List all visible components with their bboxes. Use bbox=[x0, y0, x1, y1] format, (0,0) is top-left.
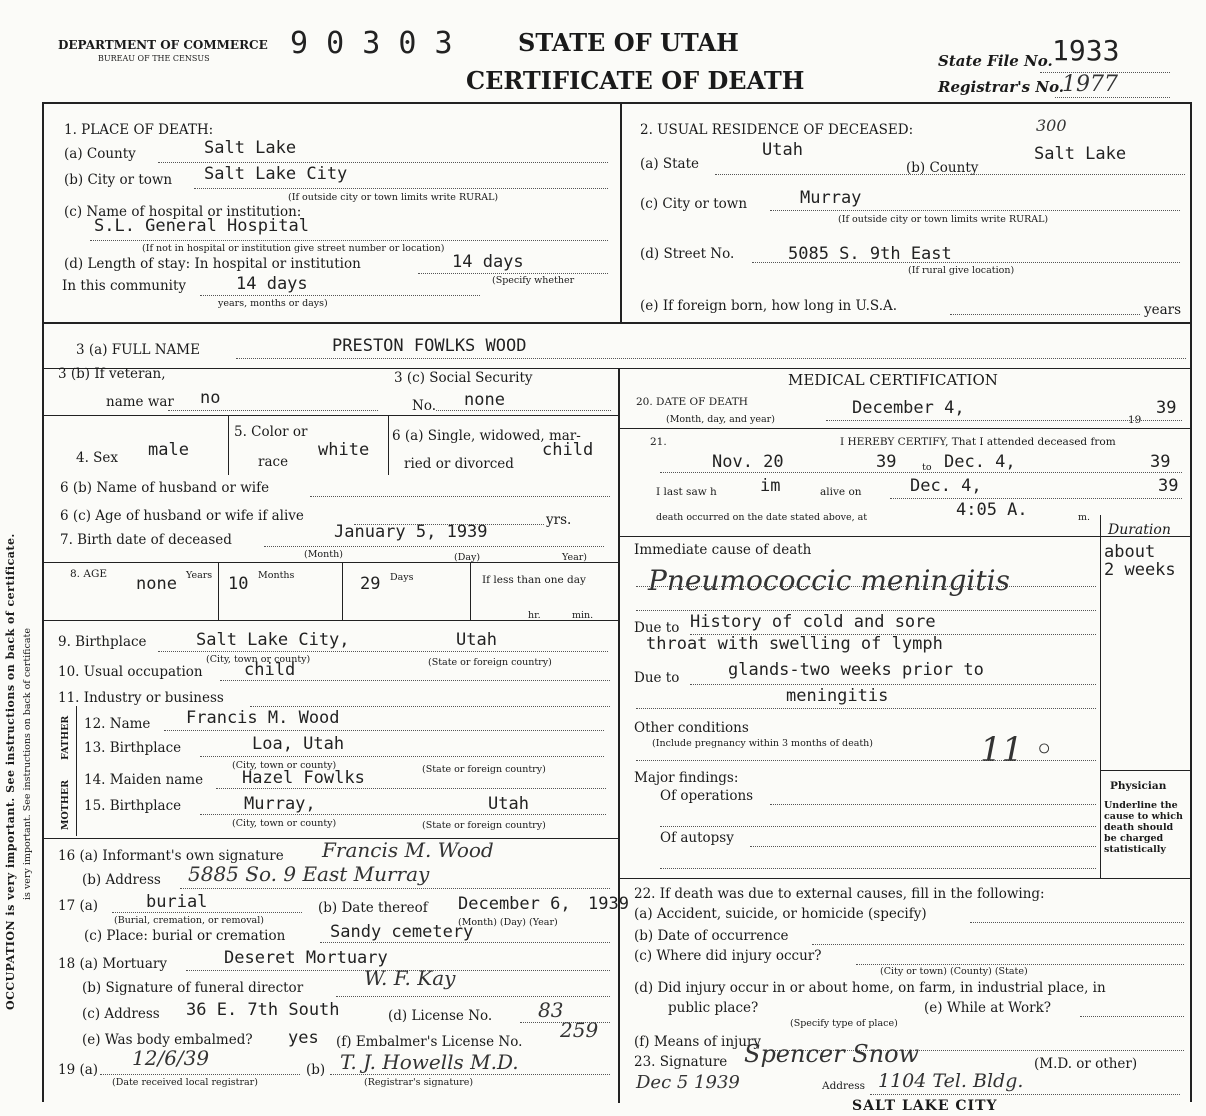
hospital-value: S.L. General Hospital bbox=[94, 216, 309, 236]
disposition-value: burial bbox=[146, 892, 208, 912]
registrar-sig-label: (b) bbox=[306, 1062, 326, 1078]
middle-divider-2 bbox=[618, 368, 620, 1103]
res-state-label: (a) State bbox=[640, 156, 700, 172]
ext-d2-label: public place? bbox=[668, 1000, 759, 1016]
res-street-label: (d) Street No. bbox=[640, 246, 735, 262]
occurred-label: death occurred on the date stated above, at bbox=[656, 512, 868, 523]
mother-maiden-label: 14. Maiden name bbox=[84, 772, 204, 788]
external-label: 22. If death was due to external causes, fill in the following: bbox=[634, 886, 1045, 902]
ext-d-label: (d) Did injury occur in or about home, on farm, in industrial place, in bbox=[634, 980, 1106, 996]
duration-value-1: about bbox=[1104, 542, 1156, 562]
hospital-note: (If not in hospital or institution give street number or location) bbox=[142, 243, 445, 254]
margin-note-instructions: is very important. See instructions on back of certificate bbox=[22, 628, 33, 900]
mort-address-label: (c) Address bbox=[82, 1006, 160, 1022]
race-value: white bbox=[318, 440, 370, 460]
mother-bp-state: Utah bbox=[488, 794, 529, 814]
row-divider-7 bbox=[620, 428, 1190, 429]
physician-box-title: Physician bbox=[1110, 780, 1167, 792]
duration-divider bbox=[1100, 515, 1101, 878]
veteran-value: no bbox=[200, 388, 221, 408]
birth-label: 7. Birth date of deceased bbox=[60, 532, 232, 548]
residence-heading: 2. USUAL RESIDENCE OF DECEASED: bbox=[640, 122, 914, 138]
age-divider-3 bbox=[470, 563, 471, 620]
cert-number: 9 0 3 0 3 bbox=[290, 26, 453, 61]
res-county-value: Salt Lake bbox=[1034, 144, 1127, 164]
res-city-label: (c) City or town bbox=[640, 196, 748, 212]
full-name-label: 3 (a) FULL NAME bbox=[76, 342, 200, 358]
attended-from-year: 39 bbox=[876, 452, 897, 472]
age-divider-1 bbox=[218, 563, 219, 620]
right-border bbox=[1190, 102, 1192, 1102]
res-county-label: (b) County bbox=[906, 160, 979, 176]
mother-bp-city: Murray, bbox=[244, 794, 316, 814]
attended-from: Nov. 20 bbox=[712, 452, 784, 472]
ss-no-label: No. bbox=[412, 398, 436, 414]
mother-maiden-value: Hazel Fowlks bbox=[242, 768, 365, 788]
duration-value-2: 2 weeks bbox=[1104, 560, 1176, 580]
death-date-year: 39 bbox=[1156, 398, 1177, 418]
father-side-label: FATHER bbox=[60, 715, 71, 760]
res-street-note: (If rural give location) bbox=[908, 265, 1015, 276]
death-date-label: 20. DATE OF DEATH bbox=[636, 396, 748, 408]
license-label: (d) License No. bbox=[388, 1008, 493, 1024]
county-value: Salt Lake bbox=[204, 138, 297, 158]
res-street-value: 5085 S. 9th East bbox=[788, 244, 952, 264]
registrar-sig: T. J. Howells M.D. bbox=[340, 1050, 519, 1074]
received-label: 19 (a) bbox=[58, 1062, 99, 1078]
sig-address-value: 1104 Tel. Bldg. bbox=[878, 1070, 1024, 1092]
stay-value: 14 days bbox=[452, 252, 524, 272]
father-bp-value: Loa, Utah bbox=[252, 734, 345, 754]
mortuary-label: 18 (a) Mortuary bbox=[58, 956, 167, 972]
sex-value: male bbox=[148, 440, 189, 460]
other-conditions-note: (Include pregnancy within 3 months of death) bbox=[652, 738, 874, 749]
age-divider-2 bbox=[342, 563, 343, 620]
immediate-cause-label: Immediate cause of death bbox=[634, 542, 812, 558]
signature-label: 23. Signature bbox=[634, 1054, 728, 1070]
birth-day-note: (Day) bbox=[454, 552, 481, 563]
res-foreign-label: (e) If foreign born, how long in U.S.A. bbox=[640, 298, 898, 314]
autopsy-label: Of autopsy bbox=[660, 830, 734, 846]
less-day-label: If less than one day bbox=[482, 574, 586, 586]
cert-title: CERTIFICATE OF DEATH bbox=[466, 66, 805, 95]
registrar-value: 1977 bbox=[1062, 72, 1118, 97]
occupation-label: 10. Usual occupation bbox=[58, 664, 203, 680]
sex-divider-1 bbox=[228, 415, 229, 475]
father-bp-label: 13. Birthplace bbox=[84, 740, 182, 756]
stay-label: (d) Length of stay: In hospital or institution bbox=[64, 256, 361, 272]
ss-value: none bbox=[464, 390, 505, 410]
middle-divider bbox=[620, 102, 622, 324]
last-saw-him: im bbox=[760, 476, 781, 496]
birth-month-note: (Month) bbox=[304, 549, 343, 560]
received-note: (Date received local registrar) bbox=[112, 1077, 258, 1088]
race-label: race bbox=[258, 454, 289, 470]
age-days-value: 29 bbox=[360, 574, 381, 594]
birth-year-note: Year) bbox=[562, 552, 587, 563]
left-border bbox=[42, 102, 44, 1102]
row-divider-1 bbox=[42, 322, 1192, 324]
birthplace-city: Salt Lake City, bbox=[196, 630, 350, 650]
state-file-value: 1933 bbox=[1052, 34, 1120, 67]
immediate-cause-value: Pneumococcic meningitis bbox=[648, 564, 1010, 597]
father-name-value: Francis M. Wood bbox=[186, 708, 340, 728]
marital-label-2: ried or divorced bbox=[404, 456, 514, 472]
sex-divider-2 bbox=[388, 415, 389, 475]
medical-heading: MEDICAL CERTIFICATION bbox=[788, 371, 998, 389]
row-divider-9 bbox=[620, 878, 1190, 879]
informant-address-label: (b) Address bbox=[82, 872, 161, 888]
row-divider-3 bbox=[42, 415, 618, 416]
license-value: 83 bbox=[538, 998, 564, 1022]
ext-d-note: (Specify type of place) bbox=[790, 1018, 898, 1029]
informant-sig-label: 16 (a) Informant's own signature bbox=[58, 848, 284, 864]
received-value: 12/6/39 bbox=[132, 1046, 210, 1070]
embalmed-value: yes bbox=[288, 1028, 319, 1048]
operations-label: Of operations bbox=[660, 788, 754, 804]
registrar-label: Registrar's No. bbox=[938, 78, 1065, 96]
industry-label: 11. Industry or business bbox=[58, 690, 224, 706]
embalmed-label: (e) Was body embalmed? bbox=[82, 1032, 253, 1048]
city-note: (If outside city or town limits write RURAL) bbox=[288, 192, 499, 203]
death-date-prefix: 19 bbox=[1128, 414, 1142, 426]
embalmer-value: 259 bbox=[560, 1018, 599, 1042]
row-divider-8 bbox=[620, 536, 1190, 537]
specify-note-2: years, months or days) bbox=[218, 298, 328, 309]
death-time: 4:05 A. bbox=[956, 500, 1028, 520]
attended-to-year: 39 bbox=[1150, 452, 1171, 472]
veteran-label: 3 (b) If veteran, bbox=[58, 366, 166, 382]
city-stamp: SALT LAKE CITY bbox=[852, 1098, 998, 1114]
row-divider-2 bbox=[42, 368, 1192, 369]
parents-bracket bbox=[76, 706, 77, 836]
bp-city-note: (City, town or county) bbox=[206, 654, 311, 665]
age-label: 8. AGE bbox=[70, 568, 107, 580]
attended-to: Dec. 4, bbox=[944, 452, 1016, 472]
ext-e-label: (e) While at Work? bbox=[924, 1000, 1052, 1016]
state-title: STATE OF UTAH bbox=[518, 28, 739, 57]
res-years-label: years bbox=[1144, 302, 1182, 318]
ext-b-label: (b) Date of occurrence bbox=[634, 928, 789, 944]
certify-text: I HEREBY CERTIFY, That I attended deceased from bbox=[840, 436, 1116, 448]
disp-date-note: (Month) (Day) (Year) bbox=[458, 917, 558, 928]
ext-c-note: (City or town) (County) (State) bbox=[880, 966, 1028, 977]
birthplace-state: Utah bbox=[456, 630, 497, 650]
sex-label: 4. Sex bbox=[76, 450, 119, 466]
mother-bp-state-note: (State or foreign country) bbox=[422, 820, 546, 831]
top-border bbox=[42, 102, 1192, 104]
disp-date-year: 1939 bbox=[588, 894, 629, 914]
last-saw-value: Dec. 4, bbox=[910, 476, 982, 496]
days-label: Days bbox=[390, 572, 414, 583]
place-burial-label: (c) Place: burial or cremation bbox=[84, 928, 286, 944]
other-conditions-label: Other conditions bbox=[634, 720, 749, 736]
res-city-note: (If outside city or town limits write RURAL) bbox=[838, 214, 1049, 225]
alive-label: alive on bbox=[820, 486, 862, 498]
spouse-age-label: 6 (c) Age of husband or wife if alive bbox=[60, 508, 304, 524]
mortuary-value: Deseret Mortuary bbox=[224, 948, 388, 968]
due-to-value-1: History of cold and sore bbox=[690, 612, 936, 632]
marital-label: 6 (a) Single, widowed, mar- bbox=[392, 428, 581, 444]
physician-box-note: Underline the cause to which death should be charged statistically bbox=[1104, 800, 1183, 855]
mother-side-label: MOTHER bbox=[60, 780, 71, 830]
community-value: 14 days bbox=[236, 274, 308, 294]
md-label: (M.D. or other) bbox=[1034, 1056, 1138, 1072]
ext-a-label: (a) Accident, suicide, or homicide (specify) bbox=[634, 906, 927, 922]
last-saw-label: I last saw h bbox=[656, 486, 717, 498]
mort-address-value: 36 E. 7th South bbox=[186, 1000, 340, 1020]
due-to-label-2: Due to bbox=[634, 670, 680, 686]
mother-bp-city-note: (City, town or county) bbox=[232, 818, 337, 829]
birthplace-label: 9. Birthplace bbox=[58, 634, 147, 650]
m-label: m. bbox=[1078, 512, 1091, 523]
last-saw-year: 39 bbox=[1158, 476, 1179, 496]
due-to-label: Due to bbox=[634, 620, 680, 636]
mother-bp-label: 15. Birthplace bbox=[84, 798, 182, 814]
yrs-label: yrs. bbox=[546, 512, 572, 528]
community-label: In this community bbox=[62, 278, 187, 294]
spouse-label: 6 (b) Name of husband or wife bbox=[60, 480, 270, 496]
full-name-value: PRESTON FOWLKS WOOD bbox=[332, 336, 527, 356]
informant-sig: Francis M. Wood bbox=[322, 838, 494, 862]
disp-date-value: December 6, bbox=[458, 894, 571, 914]
res-city-value: Murray bbox=[800, 188, 862, 208]
name-war-label: name war bbox=[106, 394, 174, 410]
years-label: Years bbox=[186, 570, 213, 581]
disposition-label: 17 (a) bbox=[58, 898, 99, 914]
birth-value: January 5, 1939 bbox=[334, 522, 488, 542]
specify-note: (Specify whether bbox=[492, 275, 575, 286]
months-label: Months bbox=[258, 570, 295, 581]
registrar-sig-note: (Registrar's signature) bbox=[364, 1077, 474, 1088]
death-date-value: December 4, bbox=[852, 398, 965, 418]
dept-label: DEPARTMENT OF COMMERCE bbox=[58, 38, 268, 52]
father-bp-state-note: (State or foreign country) bbox=[422, 764, 546, 775]
major-findings-label: Major findings: bbox=[634, 770, 739, 786]
due-to-value-1b: throat with swelling of lymph bbox=[646, 634, 943, 654]
embalmer-label: (f) Embalmer's License No. bbox=[336, 1034, 523, 1050]
ext-c-label: (c) Where did injury occur? bbox=[634, 948, 822, 964]
place-of-death-heading: 1. PLACE OF DEATH: bbox=[64, 122, 214, 138]
state-file-label: State File No. bbox=[938, 52, 1053, 70]
father-name-label: 12. Name bbox=[84, 716, 151, 732]
res-state-value: Utah bbox=[762, 140, 803, 160]
to-label: to bbox=[922, 462, 932, 473]
due-to-value-2: glands-two weeks prior to bbox=[728, 660, 984, 680]
min-label: min. bbox=[572, 610, 594, 621]
director-label: (b) Signature of funeral director bbox=[82, 980, 304, 996]
certify-label: 21. bbox=[650, 436, 667, 448]
row-divider-4 bbox=[42, 562, 618, 563]
informant-address: 5885 So. 9 East Murray bbox=[188, 862, 430, 886]
county-label: (a) County bbox=[64, 146, 136, 162]
disp-date-label: (b) Date thereof bbox=[318, 900, 428, 916]
age-months-value: 10 bbox=[228, 574, 249, 594]
occupation-value: child bbox=[244, 660, 296, 680]
physician-box-top bbox=[1100, 770, 1190, 771]
sig-address-label: Address bbox=[822, 1080, 866, 1092]
color-label: 5. Color or bbox=[234, 424, 308, 440]
city-value: Salt Lake City bbox=[204, 164, 348, 184]
duration-label: Duration bbox=[1108, 522, 1171, 538]
residence-annotation: 300 bbox=[1036, 116, 1067, 135]
other-mark: 11 ◦ bbox=[980, 730, 1055, 770]
ss-label: 3 (c) Social Security bbox=[394, 370, 533, 386]
father-bp-city-note: (City, town or county) bbox=[232, 760, 337, 771]
bureau-label: BUREAU OF THE CENSUS bbox=[98, 54, 210, 63]
director-sig: W. F. Kay bbox=[364, 966, 456, 990]
signature-date: Dec 5 1939 bbox=[636, 1072, 740, 1093]
due-to-value-2b: meningitis bbox=[786, 686, 889, 706]
city-label: (b) City or town bbox=[64, 172, 173, 188]
hr-label: hr. bbox=[528, 610, 541, 621]
margin-note-occupation: OCCUPATION is very important. See instructions on back of certificate. bbox=[4, 533, 17, 1010]
death-date-note: (Month, day, and year) bbox=[666, 414, 775, 425]
place-burial-value: Sandy cemetery bbox=[330, 922, 474, 942]
ext-f-label: (f) Means of injury bbox=[634, 1034, 761, 1050]
age-years-value: none bbox=[136, 574, 177, 594]
physician-signature: Spencer Snow bbox=[744, 1040, 920, 1068]
hospital-label: (c) Name of hospital or institution: bbox=[64, 204, 302, 220]
bp-state-note: (State or foreign country) bbox=[428, 657, 552, 668]
disposition-note: (Burial, cremation, or removal) bbox=[114, 915, 264, 926]
marital-value: child bbox=[542, 440, 594, 460]
